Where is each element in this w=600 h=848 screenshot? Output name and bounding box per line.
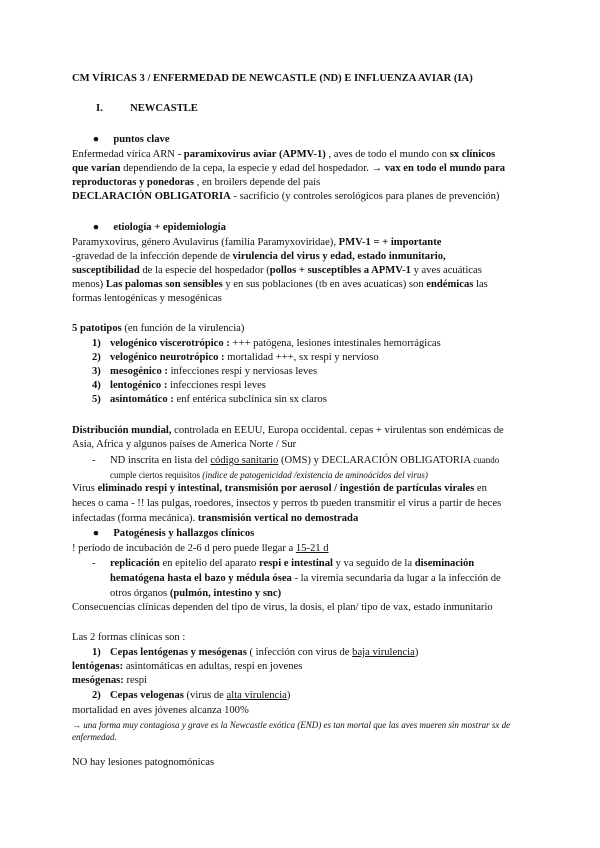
text-run: cumple ciertos requisitos (110, 470, 203, 480)
text-run: , aves de todo el mundo con (325, 149, 450, 160)
text-line (72, 542, 329, 556)
text-run-bold: virulencia del virus y edad, estado inmunitario, (232, 251, 446, 262)
subheading-text: puntos clave (113, 134, 170, 145)
text-run: - la viremia secundaria da lugar a la infección de (291, 573, 501, 584)
text-run-bold: transmisión vertical no demostrada (197, 513, 359, 524)
list-item (92, 393, 327, 407)
text-run: Las 2 formas clínicas son : (72, 632, 186, 643)
text-run: y aves acuáticas (410, 265, 482, 276)
text-line (72, 236, 441, 250)
text-line (72, 512, 358, 526)
text-run: heces o cama - !! las pulgas, roedores, insectos y perros tb pueden transmitir el virus a partir de heces (72, 498, 502, 509)
bullet-icon: ● (92, 134, 100, 145)
text-line (72, 250, 446, 264)
text-run-bold: lentógenas: (72, 661, 124, 672)
subheading-patogenesis (92, 527, 254, 541)
text-line-italic-note (72, 730, 117, 744)
text-run-bold: Las palomas son sensibles (105, 279, 223, 290)
text-run: → una forma muy contagiosa y grave es la Newcastle exótica (END) es tan mortal que las aves mueren sin mostrar sx de (72, 720, 511, 730)
text-run-bold: mesógenas: (72, 675, 124, 686)
text-line (72, 176, 320, 190)
text-run-underlined: 15-21 d (295, 543, 329, 554)
text-run-italic: (indice de patogenicidad /existencia de aminoácidos del virus) (202, 470, 428, 480)
list-item (92, 365, 317, 379)
text-run-bold: DECLARACIÓN OBLIGATORIA (72, 191, 231, 202)
text-run: -gravedad de la infección depende de (72, 251, 233, 262)
text-line (72, 264, 482, 278)
text-run-bold: respi e intestinal (258, 558, 333, 569)
list-item (92, 351, 379, 365)
text-run: ND inscrita en lista del (110, 455, 211, 466)
text-run: mortalidad +++, sx respi y nervioso (224, 352, 379, 363)
text-run-bold: velogénico viscerotrópico : (110, 338, 230, 349)
text-line (72, 704, 249, 718)
text-run: y en sus poblaciones (tb en aves acuaticas) son (222, 279, 427, 290)
text-line (72, 497, 501, 511)
text-line (72, 660, 302, 674)
text-line-small (110, 468, 428, 482)
text-run: controlada en EEUU, Europa occidental. cepas + virulentas son endémicas de (171, 425, 504, 436)
text-line (72, 162, 505, 176)
page-title: CM VÍRICAS 3 / ENFERMEDAD DE NEWCASTLE (ND) E INFLUENZA AVIAR (IA) (72, 73, 473, 84)
text-run: - sacrificio (y controles serológicos para planes de prevención) (230, 191, 500, 202)
text-run: Enfermedad vírica ARN - (72, 149, 184, 160)
text-run: ) (414, 647, 419, 658)
text-line (72, 674, 147, 688)
subheading-text: etiología + epidemiología (113, 222, 226, 233)
text-run-bold: replicación (110, 558, 160, 569)
text-run-bold: paramixovirus aviar (APMV-1) (183, 149, 326, 160)
text-run: +++ patógena, lesiones intestinales hemorrágicas (229, 338, 441, 349)
text-run-bold: PMV-1 = + importante (338, 237, 442, 248)
text-line (72, 631, 185, 645)
section-heading-newcastle (96, 102, 198, 116)
text-run-bold: vax en todo el mundo para (384, 163, 506, 174)
text-run: de la especie del hospedador ( (139, 265, 270, 276)
text-run-bold: diseminación (414, 558, 475, 569)
text-run: otros órganos (110, 588, 170, 599)
text-run-underlined: código sanitario (210, 455, 279, 466)
text-line (110, 572, 501, 586)
text-run-bold: reproductoras y ponedoras (72, 177, 195, 188)
text-run-underlined: alta virulencia (226, 690, 287, 701)
text-line (72, 482, 487, 496)
text-run: Consecuencias clínicas dependen del tipo de virus, la dosis, el plan/ tipo de vax, estado inmunitario (72, 602, 493, 613)
text-run: en (474, 483, 487, 494)
text-run: infectadas (forma mecánica). (72, 513, 198, 524)
text-run-underlined: baja virulencia (352, 647, 415, 658)
text-run: en epitelio del aparato (159, 558, 259, 569)
text-line (72, 148, 495, 162)
subheading-puntos-clave (92, 133, 170, 147)
text-run: (virus de (183, 690, 227, 701)
dash-item (92, 453, 499, 468)
list-number: 2) (92, 690, 101, 701)
section-number: I. (96, 103, 103, 114)
text-run-bold: endémicas (426, 279, 474, 290)
text-run-bold: Cepas velogenas (110, 690, 184, 701)
text-run: respi (123, 675, 148, 686)
text-run: ( infección con virus de (246, 647, 353, 658)
text-run-bold: Distribución mundial, (72, 425, 172, 436)
text-line (72, 424, 504, 438)
section-label: NEWCASTLE (130, 103, 198, 114)
text-run-small: cuando (473, 455, 500, 465)
text-run: enf entérica subclínica sin sx claros (173, 394, 327, 405)
patotipos-heading (72, 322, 244, 336)
subheading-etiologia (92, 221, 226, 235)
text-run: dependiendo de la cepa, la especie y edad del hospedador. → (120, 163, 385, 174)
text-run: (en función de la virulencia) (121, 323, 245, 334)
text-line (72, 278, 488, 292)
text-line (72, 756, 214, 770)
dash-marker: - (92, 455, 96, 466)
text-run: ) (286, 690, 291, 701)
text-line (72, 601, 493, 615)
text-run-bold: eliminado respi y intestinal, transmisión por aerosol / ingestión de partículas virales (97, 483, 475, 494)
list-item (92, 689, 290, 703)
text-run: ! período de incubación de 2-6 d pero puede llegar a (72, 543, 296, 554)
list-number: 2) (92, 352, 101, 363)
list-number: 1) (92, 338, 101, 349)
text-run: Asia, Africa y algunos países de America Norte / Sur (72, 439, 297, 450)
list-number: 1) (92, 647, 101, 658)
dash-marker: - (92, 558, 96, 569)
text-run: , en broilers depende del país (194, 177, 321, 188)
text-run-bold: (pulmón, intestino y snc) (169, 588, 282, 599)
text-run: y va seguido de la (332, 558, 415, 569)
text-run-bold: velogénico neurotrópico : (110, 352, 225, 363)
list-item (92, 646, 418, 660)
text-line-italic-note (72, 718, 510, 732)
text-run-bold: hematógena hasta el bazo y médula ósea (110, 573, 292, 584)
text-run: infecciones respi leves (167, 380, 266, 391)
bullet-icon: ● (92, 528, 100, 539)
text-run: formas lentogénicas y mesogénicas (72, 293, 222, 304)
text-run: asintomáticas en adultas, respi en jovenes (123, 661, 303, 672)
text-line (72, 190, 499, 204)
text-run: infecciones respi y nerviosas leves (167, 366, 318, 377)
subheading-text: Patogénesis y hallazgos clínicos (113, 528, 255, 539)
list-number: 3) (92, 366, 101, 377)
text-line (72, 292, 222, 306)
text-run-bold: pollos + susceptibles a APMV-1 (269, 265, 411, 276)
text-run-bold: susceptibilidad (72, 265, 140, 276)
text-run-bold: 5 patotipos (72, 323, 122, 334)
text-run-bold: Cepas lentógenas y mesógenas (110, 647, 247, 658)
text-run-bold: lentogénico : (110, 380, 168, 391)
text-run-bold: sx clínicos (449, 149, 496, 160)
list-item (92, 379, 266, 393)
text-run: NO hay lesiones patognomónicas (72, 757, 215, 768)
text-line (110, 587, 281, 601)
text-run: enfermedad. (72, 732, 117, 742)
text-run: (OMS) y DECLARACIÓN OBLIGATORIA (278, 455, 474, 466)
text-run: las (473, 279, 488, 290)
text-run: Paramyxovirus, género Avulavirus (familia Paramyxoviridae), (72, 237, 339, 248)
dash-item (92, 557, 474, 571)
text-run: Virus (72, 483, 98, 494)
list-number: 4) (92, 380, 101, 391)
text-line (72, 438, 296, 452)
text-run: mortalidad en aves jóvenes alcanza 100% (72, 705, 249, 716)
text-run-bold: que varían (72, 163, 121, 174)
bullet-icon: ● (92, 222, 100, 233)
list-item (92, 337, 441, 351)
text-run-bold: mesogénico : (110, 366, 168, 377)
list-number: 5) (92, 394, 101, 405)
text-run-bold: asintomático : (110, 394, 174, 405)
text-run: menos) (72, 279, 106, 290)
